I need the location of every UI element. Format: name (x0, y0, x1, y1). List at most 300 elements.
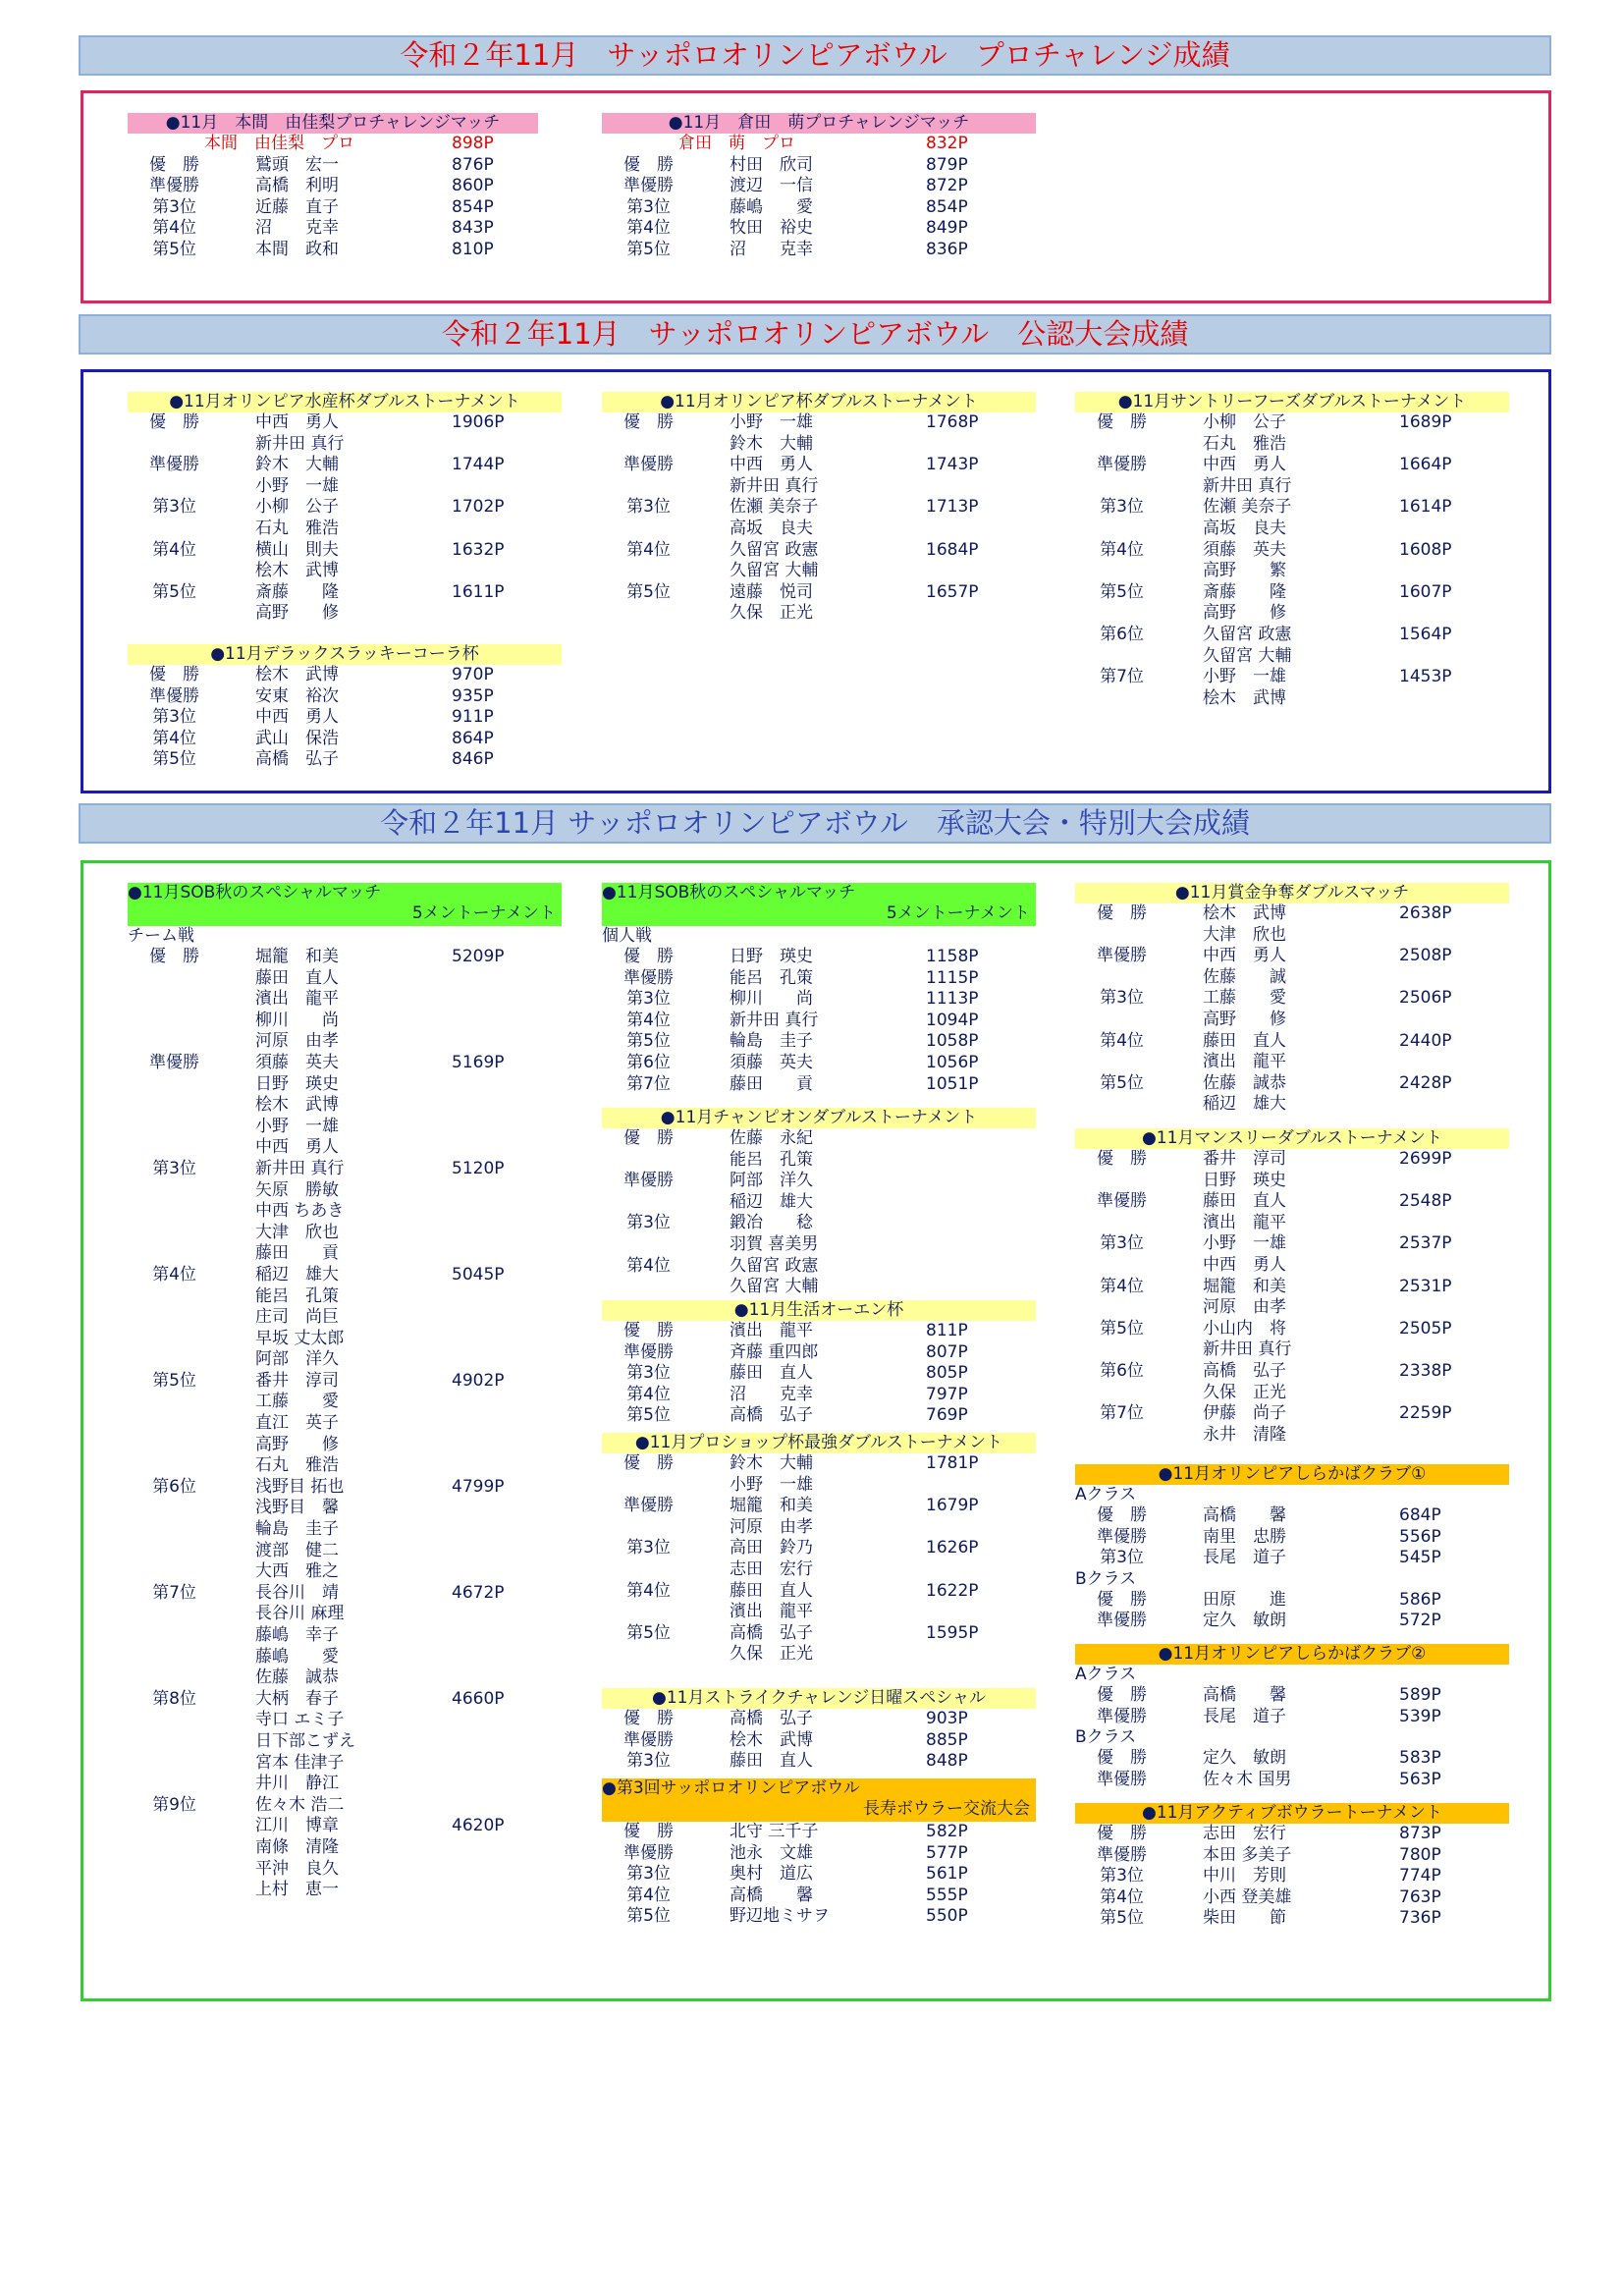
result-name: 堀籠 和美 (730, 1496, 813, 1516)
result-row (1075, 1908, 1509, 1930)
result-rank: 優 勝 (1097, 1824, 1147, 1843)
result-row (1075, 1383, 1509, 1404)
result-name: 小野 一雄 (730, 1474, 813, 1495)
tournament-header: ●11月チャンピオンダブルストーナメント (602, 1108, 1036, 1128)
result-name: 高橋 馨 (730, 1885, 813, 1905)
result-rank: 第4位 (152, 539, 196, 560)
result-row (128, 1859, 562, 1881)
result-name: 堀籠 和美 (255, 947, 339, 966)
tournament-header: ●11月ストライクチャレンジ日曜スペシャル (602, 1688, 1036, 1709)
result-name: 佐瀬 美奈子 (730, 497, 819, 518)
result-score: 1657P (926, 581, 979, 602)
result-score: 2699P (1399, 1149, 1452, 1169)
result-row (1075, 434, 1509, 456)
result-row (128, 686, 562, 708)
result-row (602, 968, 1036, 990)
result-row (1075, 688, 1509, 710)
result-score: 5120P (452, 1158, 505, 1178)
result-name: 定久 敏朗 (1203, 1611, 1286, 1631)
result-name: 遠藤 悦司 (730, 581, 813, 602)
result-score: 970P (452, 665, 494, 684)
result-score: 2505P (1399, 1318, 1452, 1339)
tournament-header: ●11月マンスリーダブルストーナメント (1075, 1128, 1509, 1149)
result-name: 久保 正光 (730, 603, 813, 624)
result-row (602, 1150, 1036, 1172)
strike-challenge-block (602, 1688, 1036, 1773)
result-name: 日野 瑛史 (1203, 1170, 1286, 1190)
result-name: 羽賀 喜美男 (730, 1233, 819, 1254)
result-score: 1781P (926, 1453, 979, 1473)
result-row (128, 1307, 562, 1329)
result-name: 井川 静江 (255, 1774, 339, 1794)
result-rank: 準優勝 (623, 176, 674, 196)
result-row (1075, 582, 1509, 604)
result-name: 久留宮 大輔 (730, 561, 819, 581)
result-name: 中西 ちあき (255, 1201, 345, 1222)
result-score: 550P (926, 1906, 968, 1927)
tournament-header: ●11月アクティブボウラートーナメント (1075, 1803, 1509, 1824)
result-name: 中西 勇人 (1203, 455, 1286, 475)
result-name: 長尾 道子 (1203, 1548, 1286, 1568)
result-row (602, 603, 1036, 625)
result-score: 1607P (1399, 581, 1452, 602)
result-row (1075, 497, 1509, 519)
result-row (602, 1074, 1036, 1096)
result-score: 1113P (926, 989, 979, 1010)
tournament-header: ●11月生活オーエン杯 (602, 1300, 1036, 1321)
result-name: 佐藤 誠恭 (255, 1667, 339, 1688)
result-name: 高橋 馨 (1203, 1685, 1286, 1705)
result-rank: 準優勝 (1097, 455, 1147, 475)
result-rank: 優 勝 (149, 154, 199, 175)
result-row (128, 1095, 562, 1117)
result-score: 846P (452, 749, 494, 770)
result-row (128, 1053, 562, 1074)
result-rank: 優 勝 (1097, 1748, 1147, 1769)
champion-doubles-block (602, 1108, 1036, 1298)
longevity-bowler-block (602, 1778, 1036, 1928)
result-row (128, 1180, 562, 1202)
result-name: 長谷川 靖 (255, 1582, 339, 1603)
result-row (602, 1321, 1036, 1342)
result-rank: 第9位 (152, 1794, 196, 1815)
result-name: 佐藤 誠恭 (1203, 1072, 1286, 1093)
tournament-subtitle: 5メントーナメント (411, 903, 556, 923)
result-row (1075, 925, 1509, 947)
result-name: 石丸 雅浩 (255, 1455, 339, 1476)
result-row (128, 1265, 562, 1286)
result-row (128, 989, 562, 1011)
result-score: 872P (926, 176, 968, 196)
result-rank: 第4位 (1100, 1030, 1144, 1051)
result-row (128, 749, 562, 771)
result-row (1075, 1361, 1509, 1383)
pro-block-2 (602, 113, 1036, 261)
result-name: 久留宮 政憲 (730, 1255, 819, 1276)
tournament-header: ●11月賞金争奪ダブルスマッチ (1075, 883, 1509, 903)
result-name: 高田 鈴乃 (730, 1538, 813, 1558)
result-score: 1664P (1399, 455, 1452, 475)
result-score: 854P (452, 196, 494, 217)
result-name: 佐藤 誠 (1203, 966, 1286, 987)
result-row (1075, 1191, 1509, 1213)
result-score: 848P (926, 1751, 968, 1772)
pro-block-1 (128, 113, 538, 261)
result-score: 1689P (1399, 412, 1452, 432)
result-score: 843P (452, 218, 494, 239)
result-name: 南條 清隆 (255, 1836, 339, 1857)
result-row (128, 1710, 562, 1731)
result-name: 日野 瑛史 (255, 1073, 339, 1094)
approved-banner: 令和２年11月 サッポロオリンピアボウル 承認大会・特別大会成績 (79, 803, 1551, 844)
result-name: 武山 保浩 (255, 728, 339, 748)
result-name: 中川 芳則 (1203, 1866, 1286, 1886)
result-score: 911P (452, 707, 494, 728)
tournament-header: ●11月サントリーフーズダブルストーナメント (1075, 392, 1509, 412)
division-label: チーム戦 (128, 926, 194, 946)
result-name: 佐藤 永紀 (730, 1128, 813, 1148)
result-score: 774P (1399, 1866, 1441, 1886)
result-name: 平沖 良久 (255, 1858, 339, 1879)
result-name: 定久 敏朗 (1203, 1748, 1286, 1769)
result-rank: 優 勝 (623, 154, 674, 175)
tournament-header: ●11月オリンピア水産杯ダブルストーナメント (128, 392, 562, 412)
result-row (602, 176, 1036, 197)
result-row (128, 1625, 562, 1647)
result-row (602, 240, 1036, 261)
tournament-header: ●11月プロショップ杯最強ダブルストーナメント (602, 1433, 1036, 1453)
result-row (1075, 625, 1509, 646)
result-row (1075, 1171, 1509, 1192)
result-score: 4902P (452, 1370, 505, 1391)
result-score: 563P (1399, 1769, 1441, 1789)
result-name: 佐々木 国男 (1203, 1769, 1292, 1789)
result-name: 稲辺 雄大 (1203, 1094, 1286, 1115)
result-row (602, 519, 1036, 540)
result-score: 539P (1399, 1706, 1441, 1726)
result-name: 稲辺 雄大 (255, 1264, 339, 1285)
result-row (1075, 1770, 1509, 1791)
result-rank: 優 勝 (623, 1321, 674, 1340)
result-rank: 準優勝 (623, 1842, 674, 1863)
result-row (1075, 1010, 1509, 1031)
result-score: 4660P (452, 1688, 505, 1709)
result-row (602, 561, 1036, 582)
result-name: 渡部 健二 (255, 1540, 339, 1560)
result-name: 藤田 直人 (730, 1363, 813, 1384)
result-row (602, 1213, 1036, 1234)
tournament-header: ●11月 本間 由佳梨プロチャレンジマッチ (128, 113, 538, 134)
result-row (1075, 1073, 1509, 1095)
result-score: 684P (1399, 1505, 1441, 1525)
approved-section (81, 860, 1551, 2001)
result-name: 村田 欣司 (730, 154, 813, 175)
result-row (128, 1435, 562, 1456)
result-name: 大柄 春子 (255, 1688, 339, 1709)
result-rank: 優 勝 (1097, 1149, 1147, 1169)
result-score: 836P (926, 239, 968, 259)
result-name: 大津 欣也 (255, 1222, 339, 1242)
result-row (128, 1689, 562, 1711)
class-label: Aクラス (1075, 1665, 1137, 1684)
result-name: 中西 勇人 (255, 412, 339, 432)
monthly-doubles-block (1075, 1128, 1509, 1446)
result-rank: 第4位 (1100, 1886, 1144, 1907)
result-score: 2531P (1399, 1276, 1452, 1296)
result-name: 須藤 英夫 (255, 1052, 339, 1072)
result-name: 安東 裕次 (255, 685, 339, 706)
result-rank: 第4位 (626, 218, 671, 239)
result-rank: 第4位 (152, 728, 196, 748)
result-row (128, 1604, 562, 1625)
result-rank: 第8位 (152, 1688, 196, 1709)
result-name: 北守 三千子 (730, 1822, 819, 1841)
tournament-header (602, 883, 1036, 926)
result-row (602, 412, 1036, 434)
pro-score: 898P (452, 134, 494, 153)
result-name: 斎藤 隆 (255, 581, 339, 602)
result-row (1075, 1425, 1509, 1447)
result-name: 近藤 直子 (255, 196, 339, 217)
result-score: 769P (926, 1405, 968, 1426)
result-row (602, 947, 1036, 968)
result-name: 藤田 直人 (730, 1751, 813, 1772)
result-row (128, 155, 538, 177)
result-name: 久留宮 政憲 (730, 539, 819, 560)
result-rank: 第5位 (626, 1405, 671, 1426)
result-row (128, 1117, 562, 1138)
result-name: 早坂 丈太郎 (255, 1328, 345, 1348)
result-rank: 優 勝 (149, 947, 199, 966)
result-rank: 準優勝 (623, 1729, 674, 1750)
result-row (602, 476, 1036, 498)
result-score: 1713P (926, 497, 979, 518)
result-name: 小野 一雄 (1203, 1233, 1286, 1254)
result-row (1075, 1887, 1509, 1909)
result-rank: 第3位 (626, 1213, 671, 1233)
result-row (602, 540, 1036, 562)
result-row (602, 1234, 1036, 1256)
result-score: 810P (452, 239, 494, 259)
result-name: 佐瀬 美奈子 (1203, 497, 1292, 518)
result-row (128, 561, 562, 582)
seikatsu-cup-block (602, 1300, 1036, 1427)
result-name: 小柳 公子 (1203, 412, 1286, 432)
result-name: 江川 博章 (255, 1816, 339, 1836)
result-name: 高野 繁 (1203, 561, 1286, 581)
result-row (602, 1822, 1036, 1843)
result-name: 高野 修 (1203, 603, 1286, 624)
result-row (1075, 1707, 1509, 1728)
result-row (1075, 1255, 1509, 1277)
result-row (602, 1751, 1036, 1773)
result-score: 805P (926, 1363, 968, 1384)
result-name: 桧木 武博 (255, 561, 339, 581)
result-score: 860P (452, 176, 494, 196)
result-rank: 準優勝 (623, 455, 674, 475)
result-score: 577P (926, 1842, 968, 1863)
result-name: 能呂 孔策 (730, 967, 813, 988)
result-row (128, 582, 562, 604)
result-rank: 準優勝 (623, 1496, 674, 1516)
result-name: 牧田 裕史 (730, 218, 813, 239)
result-name: 長谷川 麻理 (255, 1604, 345, 1624)
result-row (602, 1192, 1036, 1214)
result-row (128, 1074, 562, 1096)
result-row (128, 197, 538, 219)
result-rank: 第6位 (1100, 1360, 1144, 1381)
tournament-subtitle: 5メントーナメント (886, 903, 1030, 923)
result-row (602, 1053, 1036, 1074)
result-name: 新井田 真行 (255, 433, 345, 454)
result-name: 能呂 孔策 (255, 1285, 339, 1306)
result-score: 780P (1399, 1844, 1441, 1865)
result-row (128, 1561, 562, 1583)
result-name: 番井 淳司 (1203, 1149, 1286, 1169)
result-row (128, 1329, 562, 1350)
result-name: 鈴木 大輔 (730, 1453, 813, 1473)
result-rank: 第6位 (626, 1052, 671, 1072)
result-row (128, 1455, 562, 1477)
sob-team-block (128, 883, 562, 1901)
result-row (128, 519, 562, 540)
result-rank: 第7位 (152, 1582, 196, 1603)
result-rank: 第4位 (152, 1264, 196, 1285)
result-row (602, 1886, 1036, 1907)
result-row (1075, 1403, 1509, 1425)
result-name: 沼 克幸 (255, 218, 339, 239)
result-row (602, 218, 1036, 240)
shirakaba-club-1-block (1075, 1464, 1509, 1632)
result-row (602, 497, 1036, 519)
result-name: 田原 進 (1203, 1589, 1286, 1610)
result-score: 2259P (1399, 1403, 1452, 1424)
result-row (1075, 1233, 1509, 1255)
result-score: 873P (1399, 1824, 1441, 1843)
result-row (602, 1730, 1036, 1752)
result-row (1075, 903, 1509, 925)
result-name: 小野 一雄 (730, 412, 813, 432)
result-name: 高橋 弘子 (1203, 1360, 1286, 1381)
result-score: 1622P (926, 1580, 979, 1601)
result-score: 561P (926, 1864, 968, 1885)
result-name: 久留宮 大輔 (1203, 645, 1292, 666)
result-name: 日下部こずえ (255, 1730, 355, 1751)
result-score: 555P (926, 1885, 968, 1905)
result-row (1075, 1149, 1509, 1171)
result-score: 589P (1399, 1685, 1441, 1705)
result-score: 582P (926, 1822, 968, 1841)
result-name: 伊藤 尚子 (1203, 1403, 1286, 1424)
result-row (602, 197, 1036, 219)
result-rank: 準優勝 (1097, 1844, 1147, 1865)
result-row (602, 1453, 1036, 1475)
result-row (128, 1541, 562, 1562)
result-name: 中西 勇人 (255, 707, 339, 728)
result-name: 濱出 龍平 (1203, 1212, 1286, 1232)
result-score: 2548P (1399, 1191, 1452, 1212)
result-name: 久留宮 政憲 (1203, 624, 1292, 644)
result-rank: 第5位 (152, 1370, 196, 1391)
result-rank: 第3位 (626, 497, 671, 518)
result-row (602, 1644, 1036, 1666)
result-score: 1058P (926, 1031, 979, 1052)
result-rank: 第3位 (152, 196, 196, 217)
official-block-1 (128, 392, 562, 625)
result-row (1075, 476, 1509, 498)
result-name: 高野 修 (255, 603, 339, 624)
result-row (128, 240, 538, 261)
result-rank: 第5位 (626, 581, 671, 602)
result-name: 浅野目 馨 (255, 1498, 339, 1518)
result-row (128, 603, 562, 625)
result-row (128, 1880, 562, 1901)
tournament-header: ●11月オリンピアしらかばクラブ① (1075, 1464, 1509, 1485)
result-name: 小野 一雄 (255, 1116, 339, 1136)
result-score: 1684P (926, 539, 979, 560)
result-row (1075, 1505, 1509, 1527)
result-name: 藤田 直人 (730, 1580, 813, 1601)
result-name: 鷲頭 宏一 (255, 154, 339, 175)
result-name: 阿部 洋久 (255, 1349, 339, 1370)
result-row (128, 1011, 562, 1032)
pro-challenge-banner: 令和２年11月 サッポロオリンピアボウル プロチャレンジ成績 (79, 35, 1551, 76)
result-name: 斉藤 重四郎 (730, 1341, 819, 1362)
result-score: 849P (926, 218, 968, 239)
result-row (128, 665, 562, 686)
class-label: Aクラス (1075, 1485, 1137, 1504)
result-row (602, 1517, 1036, 1539)
result-row (128, 1816, 562, 1837)
result-name: 小野 一雄 (1203, 667, 1286, 687)
result-row (602, 1171, 1036, 1192)
result-row (1075, 1527, 1509, 1549)
result-row (128, 1583, 562, 1605)
tournament-header (128, 883, 562, 926)
result-rank: 第4位 (626, 1384, 671, 1404)
result-rank: 準優勝 (623, 1341, 674, 1362)
result-rank: 第3位 (152, 497, 196, 518)
result-name: 高橋 利明 (255, 176, 339, 196)
result-rank: 準優勝 (149, 1052, 199, 1072)
result-name: 石丸 雅浩 (1203, 433, 1286, 454)
result-score: 736P (1399, 1908, 1441, 1929)
result-row (128, 707, 562, 729)
result-score: 2428P (1399, 1072, 1452, 1093)
result-row (602, 1709, 1036, 1730)
result-name: 小柳 公子 (255, 497, 339, 518)
result-score: 1632P (452, 539, 505, 560)
result-name: 桧木 武博 (730, 1729, 813, 1750)
result-rank: 第4位 (626, 1255, 671, 1276)
result-rank: 第5位 (626, 239, 671, 259)
result-row (128, 1137, 562, 1159)
result-row (128, 1286, 562, 1308)
result-score: 935P (452, 685, 494, 706)
result-score: 2506P (1399, 988, 1452, 1009)
result-row (602, 155, 1036, 177)
result-row (1075, 1339, 1509, 1361)
result-name: 工藤 愛 (255, 1392, 339, 1412)
result-rank: 第3位 (1100, 1866, 1144, 1886)
result-name: 沼 克幸 (730, 1384, 813, 1404)
result-score: 545P (1399, 1548, 1441, 1568)
result-row (1075, 540, 1509, 562)
result-name: 柳川 尚 (730, 989, 813, 1010)
result-name: 桧木 武博 (1203, 903, 1286, 923)
result-row (1075, 519, 1509, 540)
result-name: 河原 由孝 (255, 1031, 339, 1052)
